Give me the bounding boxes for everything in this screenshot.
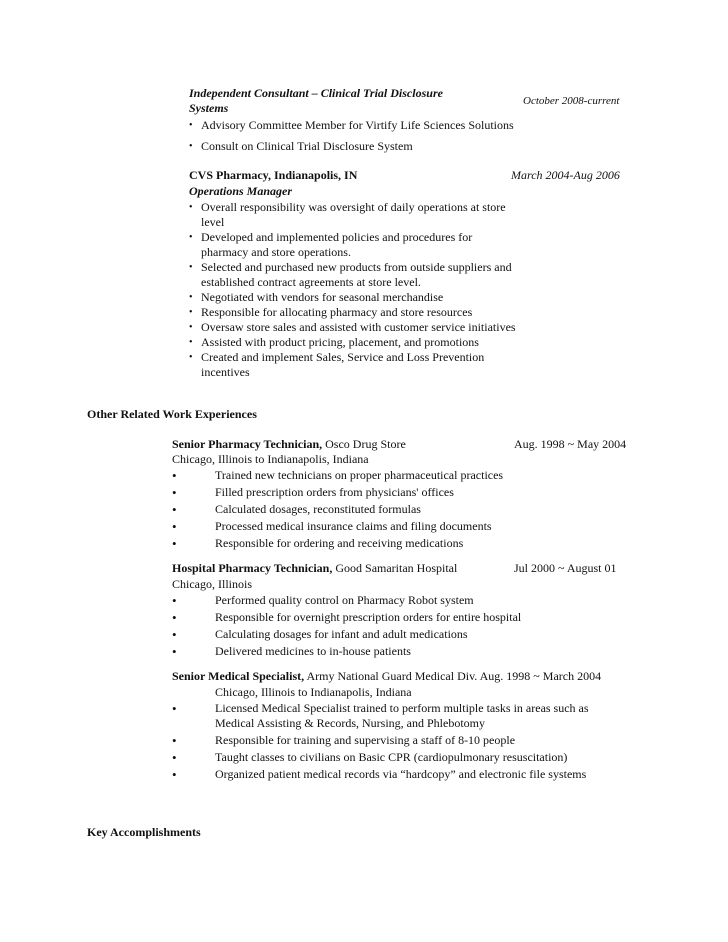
bullet-glyph: • [172,644,177,659]
bullet-glyph: • [172,468,177,483]
list-item: • Calculated dosages, reconstituted formulas [172,502,421,517]
bullet-glyph: • [172,485,177,500]
hospital-location: Chicago, Illinois [172,577,252,591]
bullet-glyph: • [172,750,177,765]
cvs-bullet-list [189,200,517,380]
list-item: • Calculating dosages for infant and adult medications [172,627,468,642]
osco-date: Aug. 1998 ~ May 2004 [514,437,627,451]
army-bullets [172,701,622,784]
list-item: • Taught classes to civilians on Basic CPR (cardiopulmonary resuscitation) [172,750,568,765]
other-experience-heading: Other Related Work Experiences [87,407,257,421]
bullet-glyph: • [172,593,177,608]
osco-title-line [172,437,406,452]
cvs-date: March 2004-Aug 2006 [511,168,620,182]
bullet-glyph: • [172,502,177,517]
osco-location: Chicago, Illinois to Indianapolis, Indiana [172,452,369,466]
bullet-glyph: • [189,262,193,273]
consultant-bullet-list [189,118,539,154]
key-accomplishments-heading: Key Accomplishments [87,825,201,839]
bullet-glyph: • [172,610,177,625]
list-item: • Negotiated with vendors for seasonal merchandise [189,290,444,304]
osco-title: Senior Pharmacy Technician, [172,437,323,451]
bullet-glyph: • [189,141,193,152]
bullet-glyph: • [172,767,177,782]
hospital-bullet-list [172,593,572,659]
cvs-bullets [189,200,517,380]
osco-bullets [172,468,572,553]
list-item: • Organized patient medical records via “hardcopy” and electronic file systems [172,767,587,782]
list-item: • Oversaw store sales and assisted with customer service initiatives [189,320,516,334]
list-item: • Consult on Clinical Trial Disclosure System [189,139,413,153]
bullet-glyph: • [189,322,193,333]
cvs-employer: CVS Pharmacy, Indianapolis, IN [189,168,358,182]
list-item: • Responsible for allocating pharmacy and store resources [189,305,473,319]
consultant-title [189,86,489,116]
consultant-title-line1: Independent Consultant – Clinical Trial Disclosure [189,86,443,100]
list-item: • Delivered medicines to in-house patients [172,644,411,659]
army-bullet-list [172,701,622,782]
bullet-glyph: • [172,536,177,551]
consultant-title-line2: Systems [189,101,229,115]
army-title-line [172,669,642,684]
list-item: • Performed quality control on Pharmacy Robot system [172,593,474,608]
bullet-glyph: • [189,307,193,318]
bullet-glyph: • [172,627,177,642]
army-employer: Army National Guard Medical Div. Aug. 1998 ~ March 2004 [304,669,602,683]
bullet-glyph: • [189,337,193,348]
list-item: • Created and implement Sales, Service and Loss Prevention incentives [189,350,485,379]
list-item: • Advisory Committee Member for Virtify Life Sciences Solutions [189,118,514,132]
consultant-date: October 2008-current [523,95,620,107]
list-item: • Selected and purchased new products from outside suppliers and established contract agreements at store level. [189,260,512,289]
cvs-role: Operations Manager [189,184,293,198]
osco-bullet-list [172,468,572,551]
bullet-glyph: • [172,519,177,534]
bullet-glyph: • [189,352,193,363]
hospital-employer: Good Samaritan Hospital [332,561,458,575]
army-title: Senior Medical Specialist, [172,669,305,683]
bullet-glyph: • [172,733,177,748]
bullet-glyph: • [189,232,193,243]
list-item: • Responsible for overnight prescription orders for entire hospital [172,610,522,625]
hospital-title: Hospital Pharmacy Technician, [172,561,333,575]
list-item: • Responsible for training and supervising a staff of 8-10 people [172,733,516,748]
list-item: • Responsible for ordering and receiving medications [172,536,464,551]
hospital-bullets [172,593,572,661]
consultant-bullets [189,118,539,154]
hospital-title-line [172,561,457,576]
list-item: • Licensed Medical Specialist trained to perform multiple tasks in areas such as Medical Assisting & Records, Nursing, and Phlebotomy [172,701,589,730]
list-item: • Trained new technicians on proper pharmaceutical practices [172,468,504,483]
list-item: • Overall responsibility was oversight of daily operations at store level [189,200,506,229]
list-item: • Processed medical insurance claims and filing documents [172,519,492,534]
list-item: • Developed and implemented policies and procedures for pharmacy and store operations. [189,230,473,259]
bullet-glyph: • [189,120,193,131]
list-item: • Filled prescription orders from physicians' offices [172,485,454,500]
osco-employer: Osco Drug Store [322,437,406,451]
list-item: • Assisted with product pricing, placement, and promotions [189,335,479,349]
hospital-date: Jul 2000 ~ August 01 [514,561,617,575]
bullet-glyph: • [172,701,177,716]
army-location: Chicago, Illinois to Indianapolis, Indiana [215,685,412,699]
bullet-glyph: • [189,202,193,213]
bullet-glyph: • [189,292,193,303]
